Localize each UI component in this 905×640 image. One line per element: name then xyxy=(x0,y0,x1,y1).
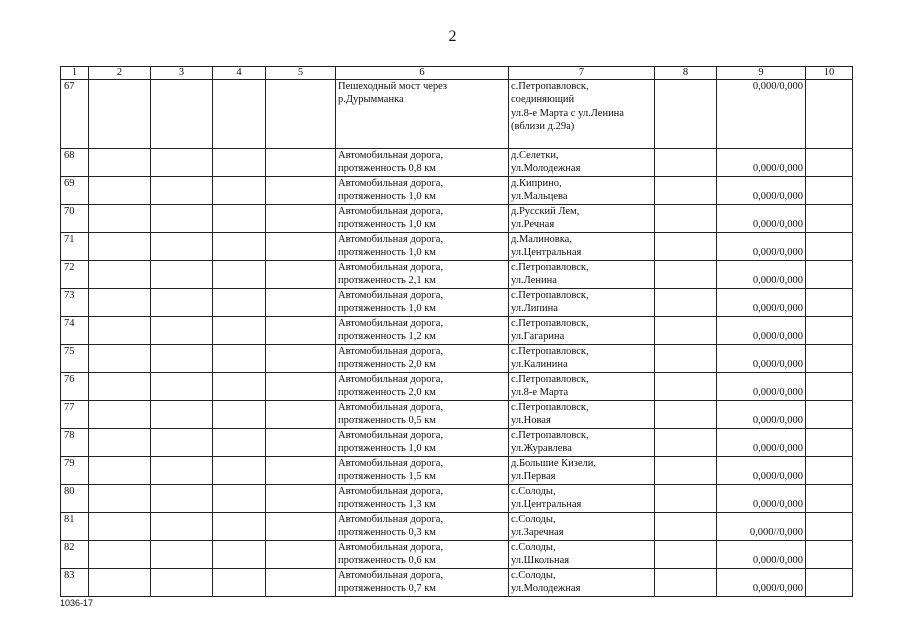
empty-cell xyxy=(806,233,853,261)
table-row xyxy=(61,149,853,177)
empty-cell xyxy=(655,205,717,233)
object-name-line: протяженность 0,7 км xyxy=(338,583,436,595)
page-number: 2 xyxy=(448,28,457,45)
column-header: 3 xyxy=(151,67,213,80)
table-row xyxy=(61,513,853,541)
row-number-cell: 76 xyxy=(61,373,89,401)
object-name-line: протяженность 1,0 км xyxy=(338,191,436,203)
address-line: ул.Калинина xyxy=(511,359,568,371)
table-row xyxy=(61,80,853,149)
empty-cell xyxy=(89,205,151,233)
object-name-line: протяженность 1,0 км xyxy=(338,303,436,315)
object-name-line: Автомобильная дорога, xyxy=(338,486,444,497)
empty-cell xyxy=(806,569,853,597)
empty-cell xyxy=(89,317,151,345)
empty-cell xyxy=(655,149,717,177)
address-cell xyxy=(509,429,655,457)
address-line: д.Русский Лем, xyxy=(511,206,580,217)
empty-cell xyxy=(806,317,853,345)
empty-cell xyxy=(151,457,213,485)
object-name-line: протяженность 0,6 км xyxy=(338,555,436,567)
row-number-cell: 69 xyxy=(61,177,89,205)
empty-cell xyxy=(89,373,151,401)
address-line: ул.Мальцева xyxy=(511,191,568,203)
address-cell xyxy=(509,345,655,373)
empty-cell xyxy=(806,485,853,513)
empty-cell xyxy=(89,513,151,541)
registry-table xyxy=(60,66,853,597)
empty-cell xyxy=(266,485,336,513)
address-cell xyxy=(509,401,655,429)
table-row xyxy=(61,485,853,513)
empty-cell xyxy=(655,261,717,289)
address-line: ул.Центральная xyxy=(511,247,582,259)
object-name-line: Автомобильная дорога, xyxy=(338,150,444,161)
row-number-cell: 75 xyxy=(61,345,89,373)
empty-cell xyxy=(89,149,151,177)
value-cell: 0,000/0,000 xyxy=(717,261,806,289)
value-cell: 0,000/0,000 xyxy=(717,485,806,513)
object-name-line: Автомобильная дорога, xyxy=(338,318,444,329)
value-cell: 0,000/0,000 xyxy=(717,373,806,401)
empty-cell xyxy=(266,317,336,345)
object-name-line: Автомобильная дорога, xyxy=(338,290,444,301)
object-name-line: протяженность 1,2 км xyxy=(338,331,436,343)
empty-cell xyxy=(266,429,336,457)
empty-cell xyxy=(655,401,717,429)
object-name-cell xyxy=(336,177,509,205)
empty-cell xyxy=(151,261,213,289)
address-cell xyxy=(509,317,655,345)
object-name-line: Автомобильная дорога, xyxy=(338,514,444,525)
column-header: 5 xyxy=(266,67,336,80)
object-name-line: протяженность 1,0 км xyxy=(338,219,436,231)
empty-cell xyxy=(655,373,717,401)
value-cell: 0,000/0,000 xyxy=(717,177,806,205)
empty-cell xyxy=(89,457,151,485)
address-line: ул.Школьная xyxy=(511,555,570,567)
address-cell xyxy=(509,233,655,261)
column-header: 8 xyxy=(655,67,717,80)
object-name-line: Автомобильная дорога, xyxy=(338,570,444,581)
value-cell: 0,000/0,000 xyxy=(717,80,806,149)
empty-cell xyxy=(151,289,213,317)
empty-cell xyxy=(213,541,266,569)
object-name-cell xyxy=(336,401,509,429)
address-line: д.Большие Кизели, xyxy=(511,458,597,469)
empty-cell xyxy=(89,569,151,597)
empty-cell xyxy=(266,80,336,149)
row-number-cell: 81 xyxy=(61,513,89,541)
table-row xyxy=(61,373,853,401)
object-name-cell xyxy=(336,373,509,401)
empty-cell xyxy=(89,261,151,289)
document-code: 1036-17 xyxy=(60,598,94,608)
empty-cell xyxy=(266,177,336,205)
table-row xyxy=(61,569,853,597)
address-cell xyxy=(509,261,655,289)
empty-cell xyxy=(266,513,336,541)
empty-cell xyxy=(213,317,266,345)
object-name-cell xyxy=(336,149,509,177)
address-line: (вблизи д.29а) xyxy=(511,120,575,132)
empty-cell xyxy=(151,373,213,401)
table-row xyxy=(61,261,853,289)
address-line: с.Петропавловск, xyxy=(511,290,589,301)
object-name-line: протяженность 1,3 км xyxy=(338,499,436,511)
empty-cell xyxy=(151,513,213,541)
empty-cell xyxy=(213,289,266,317)
empty-cell xyxy=(89,233,151,261)
table-body xyxy=(61,80,853,597)
object-name-cell xyxy=(336,80,509,149)
value-cell: 0,000/0,000 xyxy=(717,569,806,597)
empty-cell xyxy=(266,373,336,401)
table-row xyxy=(61,457,853,485)
object-name-line: Автомобильная дорога, xyxy=(338,402,444,413)
empty-cell xyxy=(89,429,151,457)
object-name-line: Автомобильная дорога, xyxy=(338,262,444,273)
object-name-line: протяженность 0,5 км xyxy=(338,415,436,427)
row-number-cell: 79 xyxy=(61,457,89,485)
column-header: 9 xyxy=(717,67,806,80)
value-cell: 0,000/0,000 xyxy=(717,401,806,429)
address-line: с.Солоды, xyxy=(511,542,556,553)
address-cell xyxy=(509,373,655,401)
address-line: соединяющий xyxy=(511,94,575,106)
object-name-cell xyxy=(336,261,509,289)
row-number-cell: 77 xyxy=(61,401,89,429)
empty-cell xyxy=(151,541,213,569)
header-row xyxy=(61,67,853,80)
table-row xyxy=(61,401,853,429)
empty-cell xyxy=(655,80,717,149)
empty-cell xyxy=(806,345,853,373)
empty-cell xyxy=(213,177,266,205)
object-name-line: р.Дурымманка xyxy=(338,94,404,106)
object-name-cell xyxy=(336,289,509,317)
address-line: д.Селетки, xyxy=(511,150,559,161)
address-cell xyxy=(509,513,655,541)
object-name-line: протяженность 1,0 км xyxy=(338,247,436,259)
column-header: 7 xyxy=(509,67,655,80)
address-line: с.Петропавловск, xyxy=(511,262,589,273)
object-name-line: Автомобильная дорога, xyxy=(338,458,444,469)
row-number-cell: 70 xyxy=(61,205,89,233)
object-name-line: протяженность 0,3 км xyxy=(338,527,436,539)
object-name-cell xyxy=(336,485,509,513)
object-name-line: протяженность 0,8 км xyxy=(338,163,436,175)
object-name-line: Автомобильная дорога, xyxy=(338,234,444,245)
empty-cell xyxy=(213,233,266,261)
object-name-line: протяженность 2,0 км xyxy=(338,359,436,371)
object-name-line: протяженность 1,5 км xyxy=(338,471,436,483)
object-name-cell xyxy=(336,205,509,233)
value-cell: 0,000/0,000 xyxy=(717,289,806,317)
value-cell: 0,000/0,000 xyxy=(717,345,806,373)
value-cell: 0,000/0,000 xyxy=(717,457,806,485)
empty-cell xyxy=(655,485,717,513)
address-line: ул.Первая xyxy=(511,471,556,483)
empty-cell xyxy=(806,289,853,317)
empty-cell xyxy=(151,345,213,373)
value-cell: 0,000/0,000 xyxy=(717,233,806,261)
column-header: 10 xyxy=(806,67,853,80)
column-header: 4 xyxy=(213,67,266,80)
empty-cell xyxy=(806,80,853,149)
address-line: д.Малиновка, xyxy=(511,234,572,245)
empty-cell xyxy=(151,177,213,205)
object-name-line: Автомобильная дорога, xyxy=(338,346,444,357)
object-name-cell xyxy=(336,429,509,457)
empty-cell xyxy=(151,485,213,513)
table-row xyxy=(61,429,853,457)
address-line: ул.Липина xyxy=(511,303,558,315)
empty-cell xyxy=(655,345,717,373)
empty-cell xyxy=(266,401,336,429)
empty-cell xyxy=(806,177,853,205)
table-row xyxy=(61,345,853,373)
address-line: с.Петропавловск, xyxy=(511,430,589,441)
empty-cell xyxy=(655,569,717,597)
empty-cell xyxy=(213,149,266,177)
empty-cell xyxy=(151,317,213,345)
empty-cell xyxy=(266,149,336,177)
row-number-cell: 74 xyxy=(61,317,89,345)
object-name-line: протяженность 1,0 км xyxy=(338,443,436,455)
address-line: ул.8-е Марта xyxy=(511,387,569,399)
empty-cell xyxy=(806,401,853,429)
empty-cell xyxy=(89,401,151,429)
table-row xyxy=(61,317,853,345)
empty-cell xyxy=(266,261,336,289)
row-number-cell: 82 xyxy=(61,541,89,569)
empty-cell xyxy=(655,177,717,205)
address-cell xyxy=(509,177,655,205)
empty-cell xyxy=(151,205,213,233)
empty-cell xyxy=(213,373,266,401)
empty-cell xyxy=(806,205,853,233)
empty-cell xyxy=(655,317,717,345)
address-line: ул.Журавлева xyxy=(511,443,572,455)
object-name-line: Автомобильная дорога, xyxy=(338,178,444,189)
address-line: д.Киприно, xyxy=(511,178,562,189)
address-cell xyxy=(509,149,655,177)
value-cell: 0,000/0,000 xyxy=(717,541,806,569)
empty-cell xyxy=(806,513,853,541)
empty-cell xyxy=(266,569,336,597)
address-line: ул.Молодежная xyxy=(511,163,581,175)
empty-cell xyxy=(655,541,717,569)
empty-cell xyxy=(213,569,266,597)
object-name-cell xyxy=(336,541,509,569)
empty-cell xyxy=(266,233,336,261)
address-line: с.Солоды, xyxy=(511,570,556,581)
empty-cell xyxy=(806,373,853,401)
address-line: с.Петропавловск, xyxy=(511,374,589,385)
value-cell: 0,000//0,000 xyxy=(717,513,806,541)
empty-cell xyxy=(266,541,336,569)
address-cell xyxy=(509,485,655,513)
row-number-cell: 83 xyxy=(61,569,89,597)
object-name-cell xyxy=(336,317,509,345)
table-row xyxy=(61,205,853,233)
empty-cell xyxy=(89,289,151,317)
empty-cell xyxy=(151,569,213,597)
address-cell xyxy=(509,289,655,317)
empty-cell xyxy=(655,457,717,485)
row-number-cell: 78 xyxy=(61,429,89,457)
empty-cell xyxy=(89,80,151,149)
empty-cell xyxy=(266,345,336,373)
table-row xyxy=(61,233,853,261)
empty-cell xyxy=(806,261,853,289)
table-row xyxy=(61,177,853,205)
empty-cell xyxy=(89,541,151,569)
address-line: ул.8-е Марта с ул.Ленина xyxy=(511,107,624,119)
empty-cell xyxy=(151,401,213,429)
address-line: ул.Гагарина xyxy=(511,331,565,343)
address-cell xyxy=(509,80,655,149)
empty-cell xyxy=(151,149,213,177)
row-number-cell: 67 xyxy=(61,80,89,149)
empty-cell xyxy=(213,513,266,541)
object-name-cell xyxy=(336,569,509,597)
column-header: 1 xyxy=(61,67,89,80)
empty-cell xyxy=(806,429,853,457)
object-name-line: Автомобильная дорога, xyxy=(338,430,444,441)
object-name-line: протяженность 2,0 км xyxy=(338,387,436,399)
object-name-cell xyxy=(336,233,509,261)
empty-cell xyxy=(151,429,213,457)
empty-cell xyxy=(655,513,717,541)
column-header: 2 xyxy=(89,67,151,80)
object-name-line: Автомобильная дорога, xyxy=(338,542,444,553)
empty-cell xyxy=(213,80,266,149)
address-line: ул.Новая xyxy=(511,415,551,427)
column-header: 6 xyxy=(336,67,509,80)
address-cell xyxy=(509,205,655,233)
address-cell xyxy=(509,541,655,569)
empty-cell xyxy=(806,149,853,177)
row-number-cell: 68 xyxy=(61,149,89,177)
address-line: ул.Ленина xyxy=(511,275,557,287)
table-row xyxy=(61,541,853,569)
empty-cell xyxy=(213,457,266,485)
object-name-line: Пешеходный мост через xyxy=(338,81,448,92)
empty-cell xyxy=(655,233,717,261)
address-line: ул.Молодежная xyxy=(511,583,581,595)
empty-cell xyxy=(213,345,266,373)
empty-cell xyxy=(213,429,266,457)
empty-cell xyxy=(266,457,336,485)
empty-cell xyxy=(655,289,717,317)
table-row xyxy=(61,289,853,317)
empty-cell xyxy=(266,205,336,233)
empty-cell xyxy=(213,485,266,513)
empty-cell xyxy=(89,177,151,205)
row-number-cell: 80 xyxy=(61,485,89,513)
value-cell: 0,000/0,000 xyxy=(717,429,806,457)
object-name-cell xyxy=(336,345,509,373)
address-line: ул.Речная xyxy=(511,219,555,231)
empty-cell xyxy=(89,485,151,513)
object-name-line: Автомобильная дорога, xyxy=(338,206,444,217)
address-cell xyxy=(509,457,655,485)
empty-cell xyxy=(266,289,336,317)
object-name-line: Автомобильная дорога, xyxy=(338,374,444,385)
row-number-cell: 71 xyxy=(61,233,89,261)
address-cell xyxy=(509,569,655,597)
address-line: с.Солоды, xyxy=(511,514,556,525)
object-name-line: протяженность 2,1 км xyxy=(338,275,436,287)
address-line: ул.Центральная xyxy=(511,499,582,511)
object-name-cell xyxy=(336,513,509,541)
address-line: с.Солоды, xyxy=(511,486,556,497)
value-cell: 0,000/0,000 xyxy=(717,205,806,233)
value-cell: 0,000/0,000 xyxy=(717,149,806,177)
address-line: с.Петропавловск, xyxy=(511,81,589,92)
address-line: с.Петропавловск, xyxy=(511,402,589,413)
empty-cell xyxy=(151,233,213,261)
empty-cell xyxy=(655,429,717,457)
address-line: с.Петропавловск, xyxy=(511,346,589,357)
row-number-cell: 72 xyxy=(61,261,89,289)
empty-cell xyxy=(151,80,213,149)
value-cell: 0,000/0,000 xyxy=(717,317,806,345)
row-number-cell: 73 xyxy=(61,289,89,317)
empty-cell xyxy=(213,205,266,233)
empty-cell xyxy=(213,401,266,429)
object-name-cell xyxy=(336,457,509,485)
empty-cell xyxy=(89,345,151,373)
empty-cell xyxy=(806,541,853,569)
empty-cell xyxy=(806,457,853,485)
address-line: с.Петропавловск, xyxy=(511,318,589,329)
address-line: ул.Заречная xyxy=(511,527,564,539)
empty-cell xyxy=(213,261,266,289)
